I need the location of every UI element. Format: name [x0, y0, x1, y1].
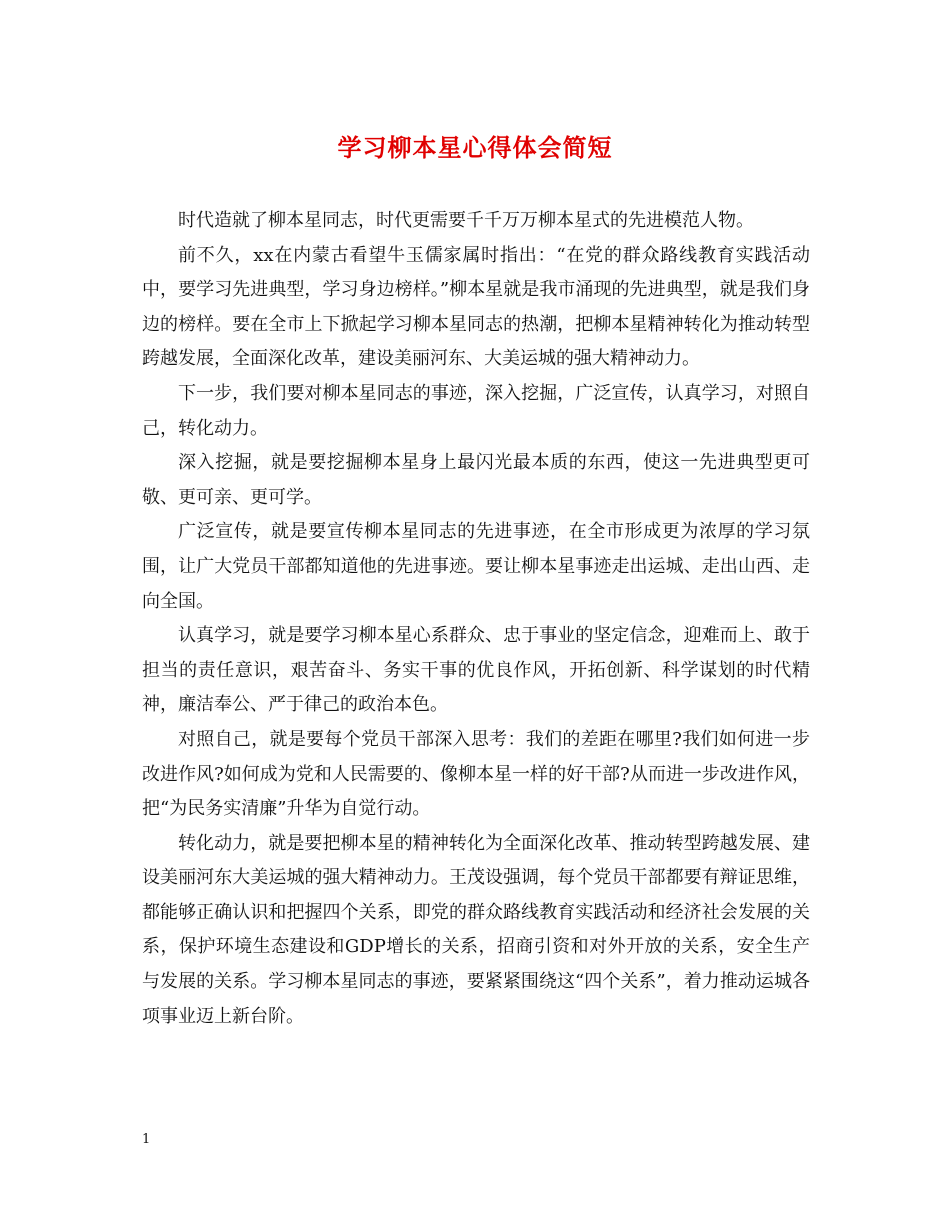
page-number: 1	[142, 1132, 151, 1147]
paragraph-7: 对照自己，就是要每个党员干部深入思考：我们的差距在哪里?我们如何进一步改进作风?如何成为党和人民需要的、像柳本星一样的好干部?从而进一步改进作风，把“为民务实清廉”升华为自觉行动。	[142, 728, 810, 820]
paragraph-5: 广泛宣传，就是要宣传柳本星同志的先进事迹，在全市形成更为浓厚的学习氛围，让广大党员干部都知道他的先进事迹。要让柳本星事迹走出运城、走出山西、走向全国。	[142, 521, 810, 612]
paragraph-1: 时代造就了柳本星同志，时代更需要千千万万柳本星式的先进模范人物。	[178, 210, 754, 231]
paragraph-4: 深入挖掘，就是要挖掘柳本星身上最闪光最本质的东西，使这一先进典型更可敬、更可亲、更可学。	[142, 452, 810, 508]
paragraph-3: 下一步，我们要对柳本星同志的事迹，深入挖掘，广泛宣传，认真学习，对照自己，转化动力。	[142, 382, 810, 439]
document-title: 学习柳本星心得体会简短	[337, 133, 613, 162]
paragraph-2: 前不久，xx在内蒙古看望牛玉儒家属时指出：“在党的群众路线教育实践活动中，要学习先进典型，学习身边榜样。”柳本星就是我市涌现的先进典型，就是我们身边的榜样。要在全市上下掀起学习柳本星同志的热潮，把柳本星精神转化为推动转型跨越发展，全面深化改革，建设美丽河东、大美运城的强大精神动力。	[142, 244, 810, 370]
paragraph-6: 认真学习，就是要学习柳本星心系群众、忠于事业的坚定信念，迎难而上、敢于担当的责任意识，艰苦奋斗、务实干事的优良作风，开拓创新、科学谋划的时代精神，廉洁奉公、严于律己的政治本色。	[142, 625, 810, 716]
paragraph-8: 转化动力，就是要把柳本星的精神转化为全面深化改革、推动转型跨越发展、建设美丽河东大美运城的强大精神动力。王茂设强调，每个党员干部都要有辩证思维，都能够正确认识和把握四个关系，即党的群众路线教育实践活动和经济社会发展的关系，保护环境生态建设和GDP增长的关系，招商引资和对外开放的关系，安全生产与发展的关系。学习柳本星同志的事迹，要紧紧围绕这“四个关系”，着力推动运城各项事业迈上新台阶。	[142, 832, 810, 1027]
document-body	[142, 204, 810, 1034]
